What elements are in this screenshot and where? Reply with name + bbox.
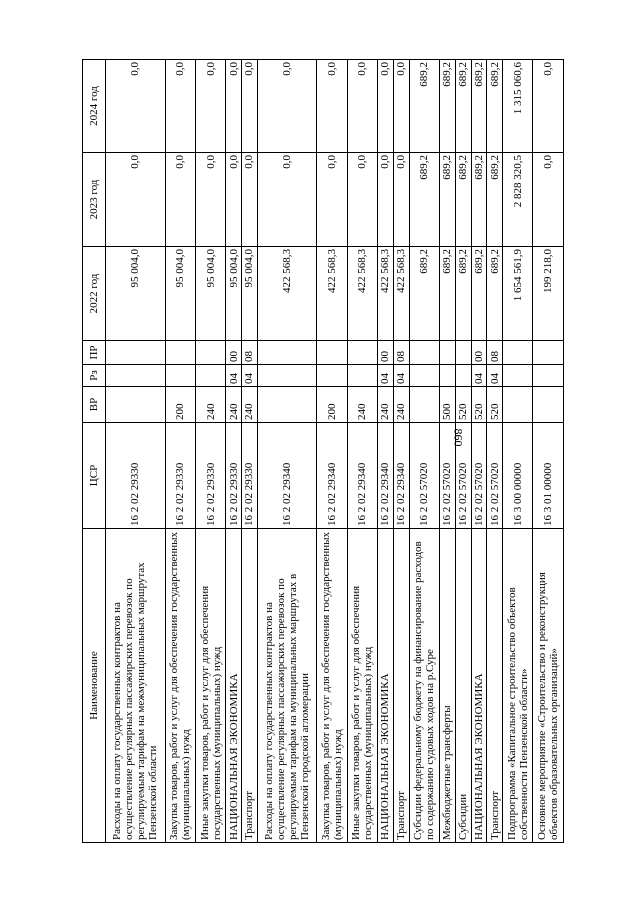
row-vr: 240 <box>242 387 258 423</box>
table-row <box>195 60 225 843</box>
table-row <box>393 60 409 843</box>
table-row <box>106 60 166 843</box>
row-2024: 689,2 <box>471 60 487 153</box>
row-2022: 689,2 <box>487 247 503 341</box>
header-name: Наименование <box>83 529 106 843</box>
row-name: Транспорт <box>487 529 503 843</box>
table-header-row <box>83 60 106 843</box>
row-2024: 689,2 <box>409 60 439 153</box>
table-row <box>409 60 439 843</box>
row-rz <box>455 365 471 387</box>
row-vr: 240 <box>378 387 394 423</box>
row-2024: 0,0 <box>257 60 317 153</box>
row-2022: 95 004,0 <box>195 247 225 341</box>
row-2023: 0,0 <box>242 153 258 247</box>
row-2023: 0,0 <box>165 153 195 247</box>
row-2023: 0,0 <box>257 153 317 247</box>
table-row <box>471 60 487 843</box>
row-csr: 16 2 02 29330 <box>226 423 242 529</box>
row-csr: 16 2 02 29330 <box>242 423 258 529</box>
row-vr: 500 <box>439 387 455 423</box>
row-csr: 16 2 02 29330 <box>195 423 225 529</box>
row-2022: 689,2 <box>455 247 471 341</box>
row-2022: 95 004,0 <box>106 247 166 341</box>
row-pr <box>106 341 166 365</box>
row-2023: 689,2 <box>409 153 439 247</box>
row-pr <box>257 341 317 365</box>
row-rz: 04 <box>471 365 487 387</box>
row-2022: 199 218,0 <box>533 247 564 341</box>
row-csr: 16 3 00 00000 <box>503 423 533 529</box>
row-rz <box>503 365 533 387</box>
row-rz: 04 <box>393 365 409 387</box>
table-row <box>439 60 455 843</box>
row-rz <box>165 365 195 387</box>
row-2023: 0,0 <box>393 153 409 247</box>
header-vr: ВР <box>83 387 106 423</box>
row-rz: 04 <box>378 365 394 387</box>
page-number: 860 <box>451 428 466 447</box>
row-2022: 95 004,0 <box>226 247 242 341</box>
row-rz <box>439 365 455 387</box>
row-pr <box>409 341 439 365</box>
row-vr <box>533 387 564 423</box>
row-vr: 520 <box>487 387 503 423</box>
row-name: Транспорт <box>393 529 409 843</box>
row-csr: 16 2 02 29330 <box>165 423 195 529</box>
table-row <box>487 60 503 843</box>
budget-table <box>82 59 564 843</box>
row-name: НАЦИОНАЛЬНАЯ ЭКОНОМИКА <box>471 529 487 843</box>
row-vr: 240 <box>347 387 377 423</box>
table-row <box>533 60 564 843</box>
row-csr: 16 2 02 29340 <box>347 423 377 529</box>
row-2023: 0,0 <box>533 153 564 247</box>
row-name: Основное мероприятие «Строительство и реконструкция объектов образовательных организаций» <box>533 529 564 843</box>
row-csr: 16 2 02 29340 <box>257 423 317 529</box>
row-name: Расходы на оплату государственных контрактов на осуществление регулярных пассажирских перевозок по регулируемым тарифам на межмуниципальных маршрутах Пензенской области <box>106 529 166 843</box>
row-pr: 08 <box>487 341 503 365</box>
row-2023: 0,0 <box>195 153 225 247</box>
row-2023: 689,2 <box>487 153 503 247</box>
header-2022: 2022 год <box>83 247 106 341</box>
row-pr <box>317 341 347 365</box>
row-2024: 689,2 <box>439 60 455 153</box>
row-vr: 240 <box>393 387 409 423</box>
row-vr: 520 <box>471 387 487 423</box>
row-name: Подпрограмма «Капитальное строительство объектов собственности Пензенской области» <box>503 529 533 843</box>
row-pr: 00 <box>471 341 487 365</box>
row-name: Иные закупки товаров, работ и услуг для обеспечения государственных (муниципальных) нужд <box>195 529 225 843</box>
row-name: Закупка товаров, работ и услуг для обеспечения государственных (муниципальных) нужд <box>317 529 347 843</box>
row-vr: 520 <box>455 387 471 423</box>
table-row <box>226 60 242 843</box>
row-csr: 16 2 02 57020 <box>487 423 503 529</box>
row-2022: 689,2 <box>439 247 455 341</box>
table-row <box>242 60 258 843</box>
row-2023: 689,2 <box>439 153 455 247</box>
row-csr: 16 2 02 57020 <box>409 423 439 529</box>
row-2024: 689,2 <box>455 60 471 153</box>
row-pr <box>503 341 533 365</box>
row-2023: 2 828 320,5 <box>503 153 533 247</box>
row-2023: 0,0 <box>317 153 347 247</box>
row-csr: 16 2 02 29340 <box>393 423 409 529</box>
row-pr <box>455 341 471 365</box>
row-2024: 0,0 <box>378 60 394 153</box>
header-pr: ПР <box>83 341 106 365</box>
row-2023: 0,0 <box>226 153 242 247</box>
row-2024: 0,0 <box>242 60 258 153</box>
row-name: Иные закупки товаров, работ и услуг для обеспечения государственных (муниципальных) нужд <box>347 529 377 843</box>
row-pr <box>533 341 564 365</box>
row-vr <box>409 387 439 423</box>
row-pr: 08 <box>393 341 409 365</box>
row-2022: 95 004,0 <box>242 247 258 341</box>
row-2024: 0,0 <box>533 60 564 153</box>
row-vr: 200 <box>165 387 195 423</box>
table-row <box>317 60 347 843</box>
row-2024: 0,0 <box>347 60 377 153</box>
row-2024: 0,0 <box>393 60 409 153</box>
row-2023: 689,2 <box>471 153 487 247</box>
row-2022: 422 568,3 <box>378 247 394 341</box>
row-vr <box>503 387 533 423</box>
row-name: Расходы на оплату государственных контрактов на осуществление регулярных пассажирских перевозок по регулируемым тарифам на муниципальных маршрутах в Пензенской городской агломерации <box>257 529 317 843</box>
row-2022: 1 654 561,9 <box>503 247 533 341</box>
rotated-page-content <box>82 60 564 843</box>
row-pr <box>195 341 225 365</box>
row-vr <box>106 387 166 423</box>
row-csr: 16 2 02 57020 <box>471 423 487 529</box>
header-rz: Рз <box>83 365 106 387</box>
row-rz <box>195 365 225 387</box>
row-vr: 240 <box>226 387 242 423</box>
row-name: Транспорт <box>242 529 258 843</box>
row-rz <box>347 365 377 387</box>
row-name: НАЦИОНАЛЬНАЯ ЭКОНОМИКА <box>226 529 242 843</box>
row-csr: 16 3 01 00000 <box>533 423 564 529</box>
header-2023: 2023 год <box>83 153 106 247</box>
row-name: Субсидии <box>455 529 471 843</box>
row-csr: 16 2 02 57020 <box>439 423 455 529</box>
row-vr <box>257 387 317 423</box>
row-name: Закупка товаров, работ и услуг для обеспечения государственных (муниципальных) нужд <box>165 529 195 843</box>
row-2022: 422 568,3 <box>393 247 409 341</box>
row-csr: 16 2 02 29340 <box>378 423 394 529</box>
table-row <box>257 60 317 843</box>
row-pr: 08 <box>242 341 258 365</box>
row-csr: 16 2 02 29330 <box>106 423 166 529</box>
row-name: Межбюджетные трансферты <box>439 529 455 843</box>
row-vr: 240 <box>195 387 225 423</box>
row-rz <box>409 365 439 387</box>
row-2022: 689,2 <box>409 247 439 341</box>
row-2024: 689,2 <box>487 60 503 153</box>
row-rz: 04 <box>226 365 242 387</box>
row-pr: 00 <box>378 341 394 365</box>
row-rz <box>317 365 347 387</box>
row-2024: 0,0 <box>106 60 166 153</box>
row-rz: 04 <box>242 365 258 387</box>
row-2023: 689,2 <box>455 153 471 247</box>
row-rz <box>106 365 166 387</box>
table-row <box>378 60 394 843</box>
row-2024: 0,0 <box>195 60 225 153</box>
row-2023: 0,0 <box>347 153 377 247</box>
row-pr <box>439 341 455 365</box>
table-row <box>503 60 533 843</box>
header-csr: ЦСР <box>83 423 106 529</box>
row-rz <box>533 365 564 387</box>
row-csr: 16 2 02 29340 <box>317 423 347 529</box>
row-2024: 0,0 <box>165 60 195 153</box>
row-2024: 1 315 060,6 <box>503 60 533 153</box>
row-2022: 422 568,3 <box>257 247 317 341</box>
row-vr: 200 <box>317 387 347 423</box>
row-2022: 95 004,0 <box>165 247 195 341</box>
row-2024: 0,0 <box>317 60 347 153</box>
row-pr <box>347 341 377 365</box>
row-pr: 00 <box>226 341 242 365</box>
row-2024: 0,0 <box>226 60 242 153</box>
table-row <box>347 60 377 843</box>
row-pr <box>165 341 195 365</box>
row-rz <box>257 365 317 387</box>
row-2022: 422 568,3 <box>347 247 377 341</box>
row-2022: 422 568,3 <box>317 247 347 341</box>
row-2023: 0,0 <box>378 153 394 247</box>
table-body <box>106 60 564 843</box>
row-rz: 04 <box>487 365 503 387</box>
table-row <box>165 60 195 843</box>
row-name: Субсидии федеральному бюджету на финансирование расходов по содержанию судовых ходов на р.Суре <box>409 529 439 843</box>
row-name: НАЦИОНАЛЬНАЯ ЭКОНОМИКА <box>378 529 394 843</box>
row-2022: 689,2 <box>471 247 487 341</box>
header-2024: 2024 год <box>83 60 106 153</box>
table-row <box>455 60 471 843</box>
row-2023: 0,0 <box>106 153 166 247</box>
row-csr: 16 2 02 57020 <box>455 423 471 529</box>
